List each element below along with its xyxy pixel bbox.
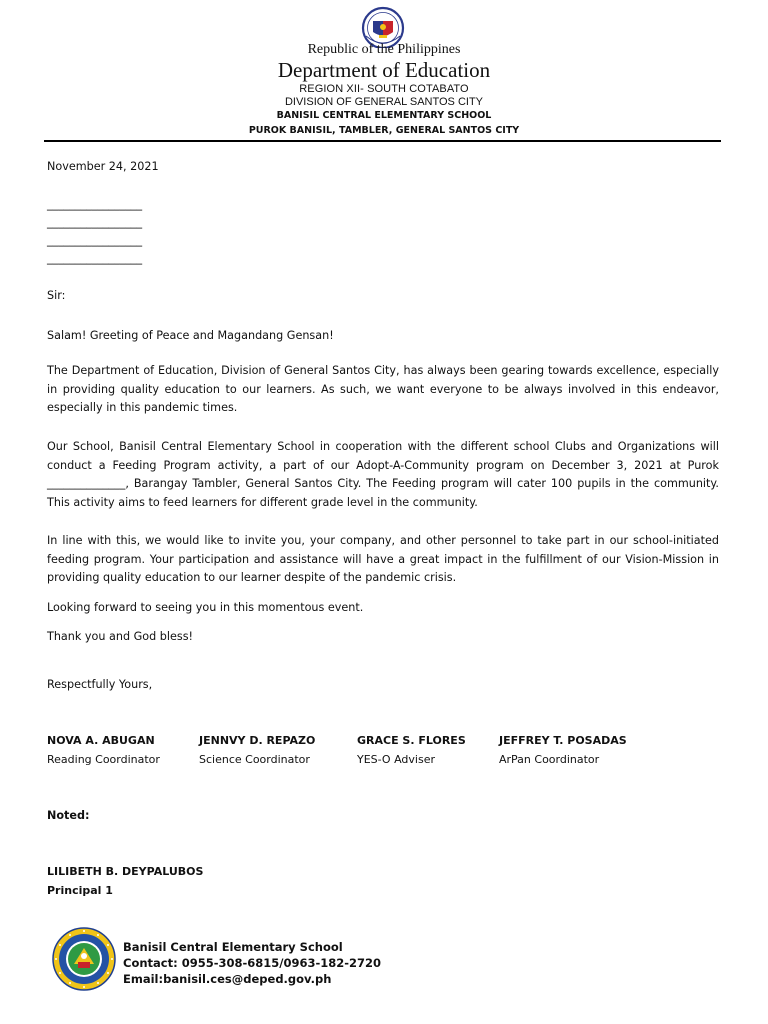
header-department: Department of Education [277, 58, 491, 82]
signatory-role: Reading Coordinator [47, 752, 160, 766]
signatory-block [199, 732, 315, 769]
signatory-name: JEFFREY T. POSADAS [499, 734, 627, 747]
signatory-role: ArPan Coordinator [499, 752, 600, 766]
footer-email[interactable]: Email:banisil.ces@deped.gov.ph [123, 972, 332, 986]
recipient-blank-lines [47, 196, 142, 268]
recipient-blank-line: _________________ [47, 216, 143, 229]
body-paragraph: In line with this, we would like to invite you, your company, and other personnel to take part in our school-initiated feeding program. Your participation and assistance will have a great impact in the fulfillment of our Vision-Mission in providing quality education to our learner despite of the pandemic crisis. [47, 534, 719, 585]
header-school: BANISIL CENTRAL ELEMENTARY SCHOOL [276, 110, 492, 121]
letter-date: November 24, 2021 [47, 160, 159, 173]
footer-contact-block [123, 939, 381, 987]
footer-contact: Contact: 0955-308-6815/0963-182-2720 [123, 956, 382, 970]
principal-title: Principal 1 [47, 883, 113, 897]
signatory-block [357, 732, 466, 769]
signatory-name: GRACE S. FLORES [357, 734, 466, 747]
header-address: PUROK BANISIL, TAMBLER, GENERAL SANTOS CITY [248, 125, 520, 136]
header-region: REGION XII- SOUTH COTABATO [299, 83, 469, 95]
footer-school-name: Banisil Central Elementary School [123, 940, 343, 954]
salutation: Sir: [47, 289, 66, 302]
noted-label: Noted: [47, 809, 90, 822]
header-divider [44, 140, 721, 142]
closing-line: Respectfully Yours, [47, 678, 153, 691]
header-republic: Republic of the Philippines [307, 42, 461, 57]
recipient-blank-line: _________________ [47, 252, 143, 265]
recipient-blank-line: _________________ [47, 234, 143, 247]
body-paragraph: Our School, Banisil Central Elementary School in cooperation with the different school Clubs and Organizations will conduct a Feeding Program activity, a part of our Adopt-A-Community program on December 3, 2021 at Purok ______________, Barangay Tambler, General Santos City. The Feeding program will cater 100 pupils in the community. This activity aims to feed learners for different grade level in the community. [47, 440, 719, 510]
school-logo-icon [51, 926, 117, 992]
greeting: Salam! Greeting of Peace and Magandang Gensan! [47, 329, 334, 342]
signatory-name: JENNVY D. REPAZO [199, 734, 316, 747]
signatory-name: NOVA A. ABUGAN [47, 734, 155, 747]
thanks-line: Thank you and God bless! [47, 630, 194, 643]
recipient-blank-line: _________________ [47, 198, 143, 211]
signatory-role: Science Coordinator [199, 752, 310, 766]
principal-block [47, 863, 203, 900]
principal-name: LILIBETH B. DEYPALUBOS [47, 865, 204, 878]
body-paragraph: The Department of Education, Division of General Santos City, has always been gearing towards excellence, especially in providing quality education to our learners. As such, we want everyone to be always involved in this endeavor, especially in this pandemic times. [47, 364, 719, 415]
header-division: DIVISION OF GENERAL SANTOS CITY [284, 96, 484, 108]
looking-forward-line: Looking forward to seeing you in this momentous event. [47, 601, 364, 614]
signatory-block [47, 732, 160, 769]
signatory-role: YES-O Adviser [357, 752, 435, 766]
signatory-block [499, 732, 627, 769]
